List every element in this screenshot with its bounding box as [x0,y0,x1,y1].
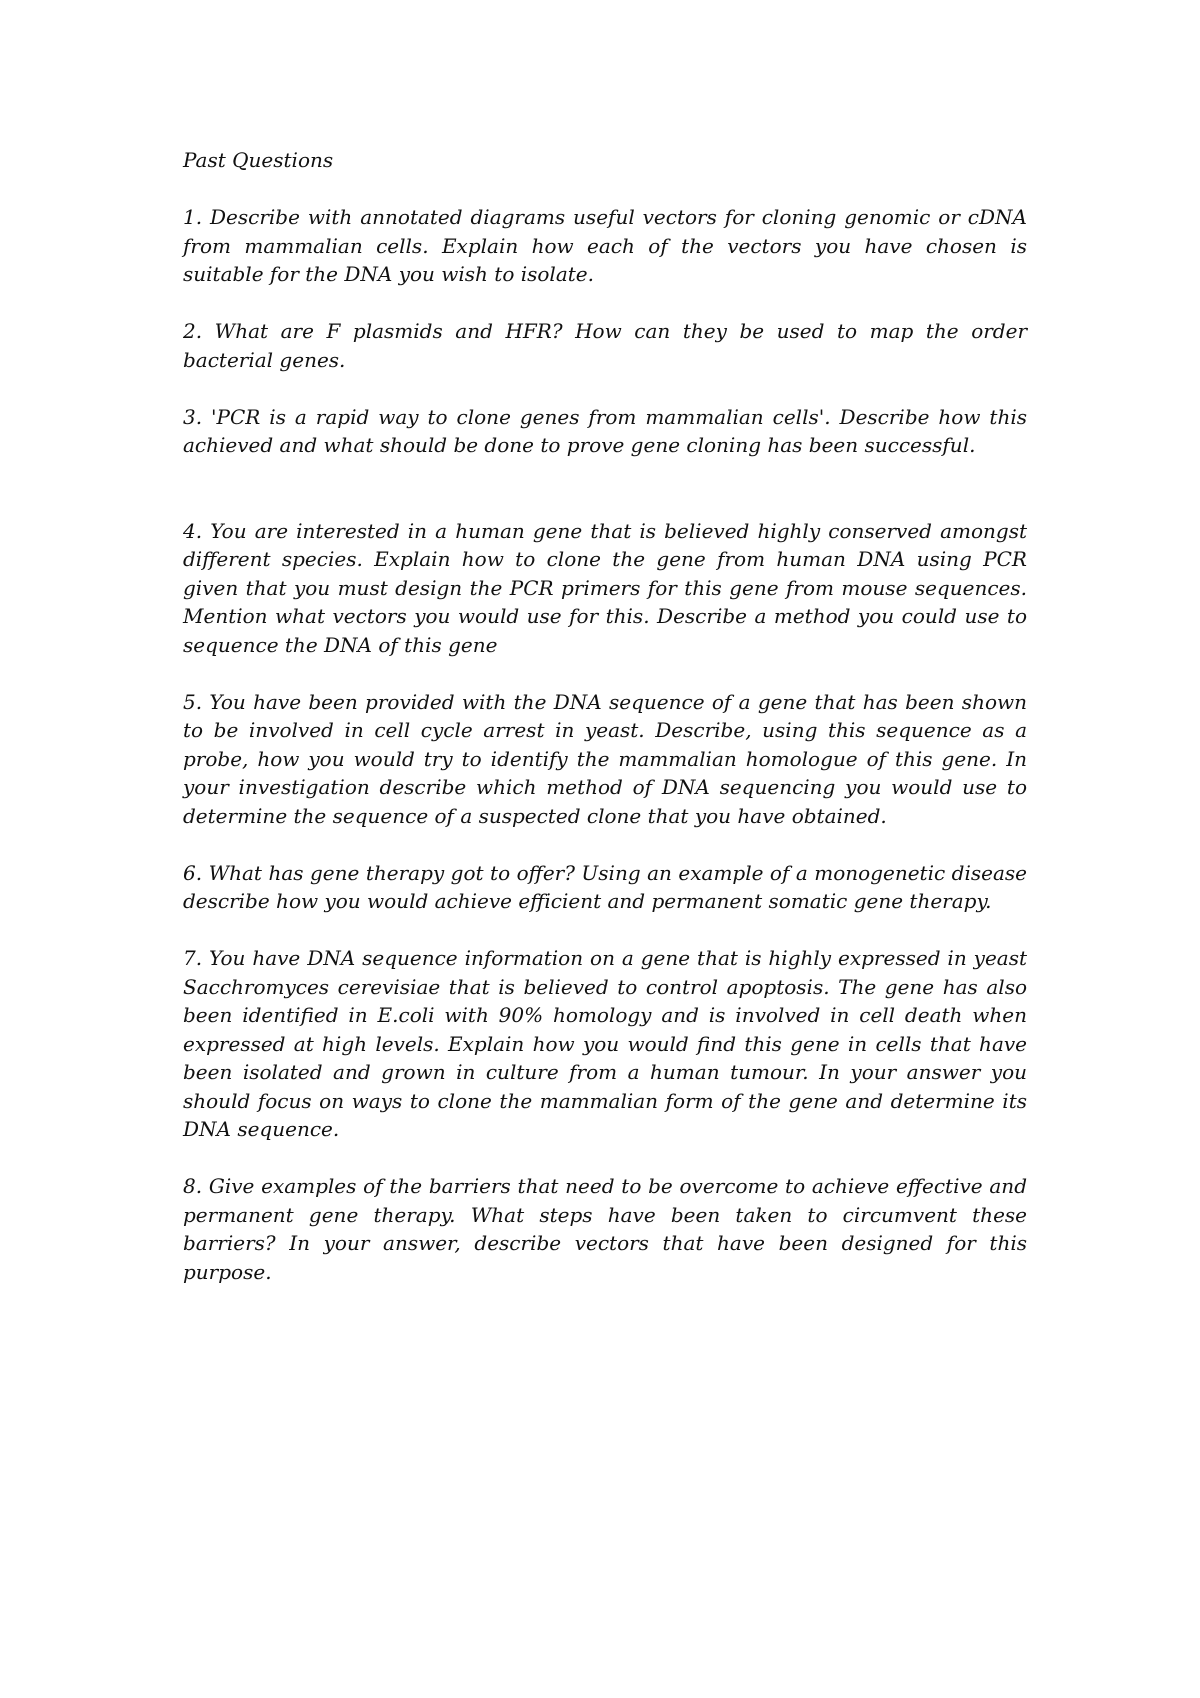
question-7: 7. You have DNA sequence information on a gene that is highly expressed in yeast Sacchromyces cerevisiae that is believed to control apoptosis. The gene has also been identified in E.coli with 90% homology and is involved in cell death when expressed at high levels. Explain how you would find this gene in cells that have been isolated and grown in culture from a human tumour. In your answer you should focus on ways to clone the mammalian form of the gene and determine its DNA sequence. [183,946,1027,1141]
question-6: 6. What has gene therapy got to offer? Using an example of a monogenetic disease describe how you would achieve efficient and permanent somatic gene therapy. [183,860,1027,913]
question-3: 3. 'PCR is a rapid way to clone genes from mammalian cells'. Describe how this achieved and what should be done to prove gene cloning has been successful. [183,404,1027,457]
question-1: 1. Describe with annotated diagrams useful vectors for cloning genomic or cDNA from mammalian cells. Explain how each of the vectors you have chosen is suitable for the DNA you wish to isolate. [183,205,1027,286]
question-4: 4. You are interested in a human gene that is believed highly conserved amongst different species. Explain how to clone the gene from human DNA using PCR given that you must design the PCR primers for this gene from mouse sequences. Mention what vectors you would use for this. Describe a method you could use to sequence the DNA of this gene [183,518,1027,657]
document-body [183,146,1027,1315]
page-title: Past Questions [183,148,334,172]
question-8: 8. Give examples of the barriers that need to be overcome to achieve effective and permanent gene therapy. What steps have been taken to circumvent these barriers? In your answer, describe vectors that have been designed for this purpose. [183,1174,1027,1284]
question-2: 2. What are F plasmids and HFR? How can they be used to map the order bacterial genes. [183,319,1027,372]
question-5: 5. You have been provided with the DNA sequence of a gene that has been shown to be involved in cell cycle arrest in yeast. Describe, using this sequence as a probe, how you would try to identify the mammalian homologue of this gene. In your investigation describe which method of DNA sequencing you would use to determine the sequence of a suspected clone that you have obtained. [183,689,1027,828]
